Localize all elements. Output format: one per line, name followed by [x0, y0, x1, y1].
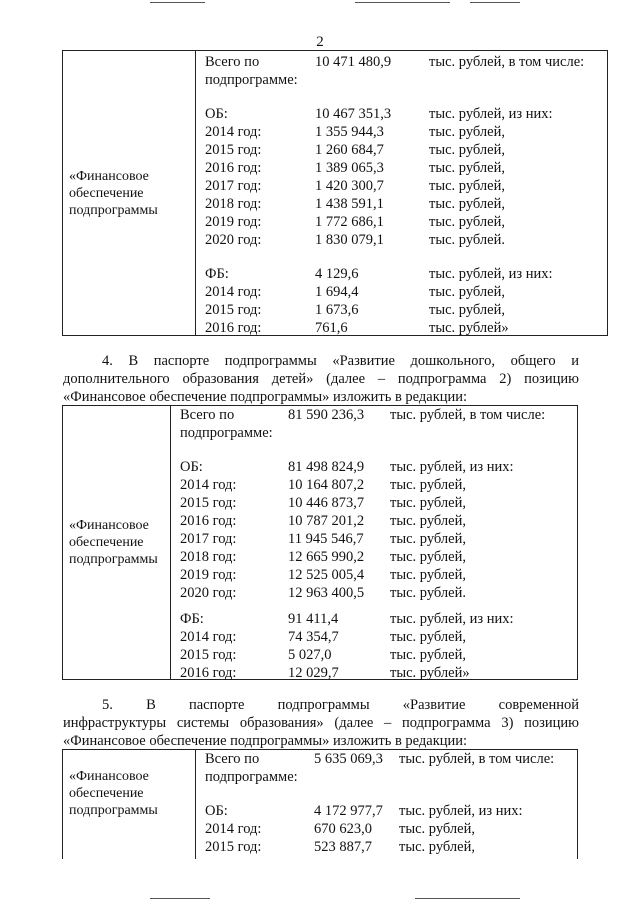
- cell-amount: 4 129,6: [315, 266, 359, 282]
- cell-period: ОБ:: [205, 803, 228, 819]
- cell-amount: 10 471 480,9: [315, 54, 392, 70]
- cell-period: 2014 год:: [180, 629, 237, 645]
- financing-table-subprogram-1: [62, 50, 608, 336]
- cell-unit: тыс. рублей,: [399, 839, 475, 855]
- table-row: [63, 159, 607, 177]
- cell-amount: 670 623,0: [314, 821, 372, 837]
- cell-unit: тыс. рублей»: [429, 320, 509, 336]
- cell-amount: 74 354,7: [288, 629, 339, 645]
- cell-period: 2017 год:: [205, 178, 262, 194]
- cell-amount: 523 887,7: [314, 839, 372, 855]
- cell-period: ОБ:: [205, 106, 228, 122]
- cell-period: 2017 год:: [180, 531, 237, 547]
- table-row: [63, 664, 577, 682]
- table-row: [63, 406, 577, 424]
- scan-bottom-mark-left: [150, 898, 210, 899]
- cell-period: 2018 год:: [180, 549, 237, 565]
- table-row: [63, 610, 577, 628]
- table-row: [63, 566, 577, 584]
- cell-period: 2016 год:: [180, 665, 237, 681]
- cell-period: 2015 год:: [205, 142, 262, 158]
- table-row: [63, 768, 577, 786]
- paragraph-line: «Финансовое обеспечение подпрограммы» изложить в редакции:: [63, 389, 468, 405]
- table-row: [63, 628, 577, 646]
- paragraph-line: 4. В паспорте подпрограммы «Развитие дошкольного, общего и: [102, 353, 579, 369]
- label-line: обеспечение: [69, 185, 144, 201]
- table-row: [63, 283, 607, 301]
- scan-bottom-mark-right: [415, 898, 520, 899]
- cell-unit: тыс. рублей, из них:: [429, 266, 553, 282]
- scan-top-mark-left: [150, 2, 205, 3]
- cell-unit: тыс. рублей»: [390, 665, 470, 681]
- cell-amount: 10 467 351,3: [315, 106, 392, 122]
- label-line: подпрограммы: [69, 552, 158, 567]
- table-row: [63, 530, 577, 548]
- table-row: [63, 750, 577, 768]
- cell-amount: 10 164 807,2: [288, 477, 365, 493]
- cell-unit: тыс. рублей, в том числе:: [399, 751, 555, 767]
- financing-table-subprogram-2: [62, 405, 578, 680]
- cell-unit: тыс. рублей,: [390, 513, 466, 529]
- cell-amount: 81 498 824,9: [288, 459, 365, 475]
- table-row: [63, 820, 577, 838]
- cell-period: 2016 год:: [180, 513, 237, 529]
- cell-period: Всего по: [205, 751, 260, 767]
- cell-unit: тыс. рублей, из них:: [390, 459, 514, 475]
- cell-period: 2014 год:: [205, 821, 262, 837]
- cell-amount: 1 673,6: [315, 302, 359, 318]
- table-row: [63, 319, 607, 337]
- cell-unit: тыс. рублей,: [429, 302, 505, 318]
- cell-period: 2020 год:: [180, 585, 237, 601]
- cell-period: подпрограмме:: [180, 425, 273, 441]
- cell-amount: 1 694,4: [315, 284, 359, 300]
- label-line: подпрограммы: [69, 202, 158, 218]
- cell-amount: 12 665 990,2: [288, 549, 365, 565]
- table-row: [63, 71, 607, 89]
- table-row: [63, 476, 577, 494]
- cell-unit: тыс. рублей, из них:: [399, 803, 523, 819]
- cell-unit: тыс. рублей,: [390, 629, 466, 645]
- paragraph-line: «Финансовое обеспечение подпрограммы» изложить в редакции:: [63, 733, 468, 749]
- cell-amount: 81 590 236,3: [288, 407, 365, 423]
- table-row: [63, 265, 607, 283]
- paragraph-line: 5. В паспорте подпрограммы «Развитие современной: [102, 697, 579, 713]
- cell-amount: 5 027,0: [288, 647, 332, 663]
- cell-period: 2016 год:: [205, 320, 262, 336]
- table-row: [63, 512, 577, 530]
- page-number: 2: [316, 34, 324, 50]
- table-row: [63, 213, 607, 231]
- table-row: [63, 494, 577, 512]
- cell-period: 2015 год:: [205, 302, 262, 318]
- cell-amount: 1 389 065,3: [315, 160, 384, 176]
- cell-unit: тыс. рублей,: [390, 477, 466, 493]
- cell-unit: тыс. рублей, из них:: [429, 106, 553, 122]
- cell-amount: 761,6: [315, 320, 348, 336]
- cell-period: 2015 год:: [205, 839, 262, 855]
- financing-table-subprogram-3: [62, 749, 578, 859]
- table-row: [63, 838, 577, 856]
- table-row: [63, 105, 607, 123]
- cell-unit: тыс. рублей, в том числе:: [429, 54, 585, 70]
- label-line: обеспечение: [69, 535, 144, 550]
- cell-amount: 5 635 069,3: [314, 751, 383, 767]
- cell-period: ФБ:: [205, 266, 229, 282]
- cell-amount: 11 945 546,7: [288, 531, 364, 547]
- table-row: [63, 802, 577, 820]
- label-line: «Финансовое: [69, 168, 149, 184]
- cell-period: подпрограмме:: [205, 72, 298, 88]
- table-row: [63, 424, 577, 442]
- cell-amount: 91 411,4: [288, 611, 339, 627]
- cell-unit: тыс. рублей,: [429, 160, 505, 176]
- cell-amount: 4 172 977,7: [314, 803, 383, 819]
- cell-period: 2018 год:: [205, 196, 262, 212]
- cell-unit: тыс. рублей,: [429, 142, 505, 158]
- cell-unit: тыс. рублей.: [390, 585, 466, 601]
- label-line: «Финансовое: [69, 518, 149, 533]
- cell-unit: тыс. рублей,: [399, 821, 475, 837]
- cell-amount: 1 420 300,7: [315, 178, 384, 194]
- scan-top-mark-mid: [355, 2, 450, 3]
- cell-amount: 1 772 686,1: [315, 214, 384, 230]
- cell-period: 2015 год:: [180, 647, 237, 663]
- cell-unit: тыс. рублей, из них:: [390, 611, 514, 627]
- cell-period: 2015 год:: [180, 495, 237, 511]
- cell-amount: 12 029,7: [288, 665, 339, 681]
- cell-period: 2014 год:: [180, 477, 237, 493]
- cell-unit: тыс. рублей,: [390, 567, 466, 583]
- cell-period: ФБ:: [180, 611, 204, 627]
- cell-unit: тыс. рублей,: [429, 196, 505, 212]
- cell-period: 2014 год:: [205, 124, 262, 140]
- label-line: подпрограммы: [69, 803, 158, 818]
- cell-unit: тыс. рублей,: [429, 214, 505, 230]
- table-row: [63, 584, 577, 602]
- paragraph-line: дополнительного образования детей» (далее – подпрограмма 2) позицию: [63, 371, 579, 387]
- cell-period: подпрограмме:: [205, 769, 298, 785]
- cell-amount: 1 260 684,7: [315, 142, 384, 158]
- cell-unit: тыс. рублей,: [390, 531, 466, 547]
- cell-amount: 10 446 873,7: [288, 495, 365, 511]
- label-line: «Финансовое: [69, 769, 149, 784]
- cell-amount: 1 355 944,3: [315, 124, 384, 140]
- cell-period: 2016 год:: [205, 160, 262, 176]
- cell-unit: тыс. рублей,: [390, 549, 466, 565]
- cell-period: ОБ:: [180, 459, 203, 475]
- table-row: [63, 646, 577, 664]
- paragraph-item-5: [63, 696, 579, 750]
- cell-unit: тыс. рублей,: [390, 495, 466, 511]
- table-row: [63, 548, 577, 566]
- cell-amount: 12 525 005,4: [288, 567, 365, 583]
- table-row: [63, 195, 607, 213]
- table-row: [63, 458, 577, 476]
- table-row: [63, 301, 607, 319]
- table-row: [63, 177, 607, 195]
- cell-amount: 12 963 400,5: [288, 585, 365, 601]
- cell-amount: 1 438 591,1: [315, 196, 384, 212]
- label-line: обеспечение: [69, 786, 144, 801]
- cell-period: 2020 год:: [205, 232, 262, 248]
- cell-period: Всего по: [205, 54, 260, 70]
- table-row: [63, 123, 607, 141]
- cell-amount: 1 830 079,1: [315, 232, 384, 248]
- cell-period: Всего по: [180, 407, 235, 423]
- cell-unit: тыс. рублей,: [429, 284, 505, 300]
- table-row: [63, 53, 607, 71]
- cell-unit: тыс. рублей,: [429, 124, 505, 140]
- cell-unit: тыс. рублей,: [429, 178, 505, 194]
- cell-unit: тыс. рублей,: [390, 647, 466, 663]
- cell-period: 2019 год:: [205, 214, 262, 230]
- paragraph-line: инфраструктуры системы образования» (далее – подпрограмма 3) позицию: [63, 715, 579, 731]
- cell-unit: тыс. рублей.: [429, 232, 505, 248]
- cell-period: 2019 год:: [180, 567, 237, 583]
- cell-amount: 10 787 201,2: [288, 513, 365, 529]
- scan-top-mark-right: [470, 2, 520, 3]
- table-row: [63, 231, 607, 249]
- cell-period: 2014 год:: [205, 284, 262, 300]
- paragraph-item-4: [63, 352, 579, 406]
- cell-unit: тыс. рублей, в том числе:: [390, 407, 546, 423]
- table-row: [63, 141, 607, 159]
